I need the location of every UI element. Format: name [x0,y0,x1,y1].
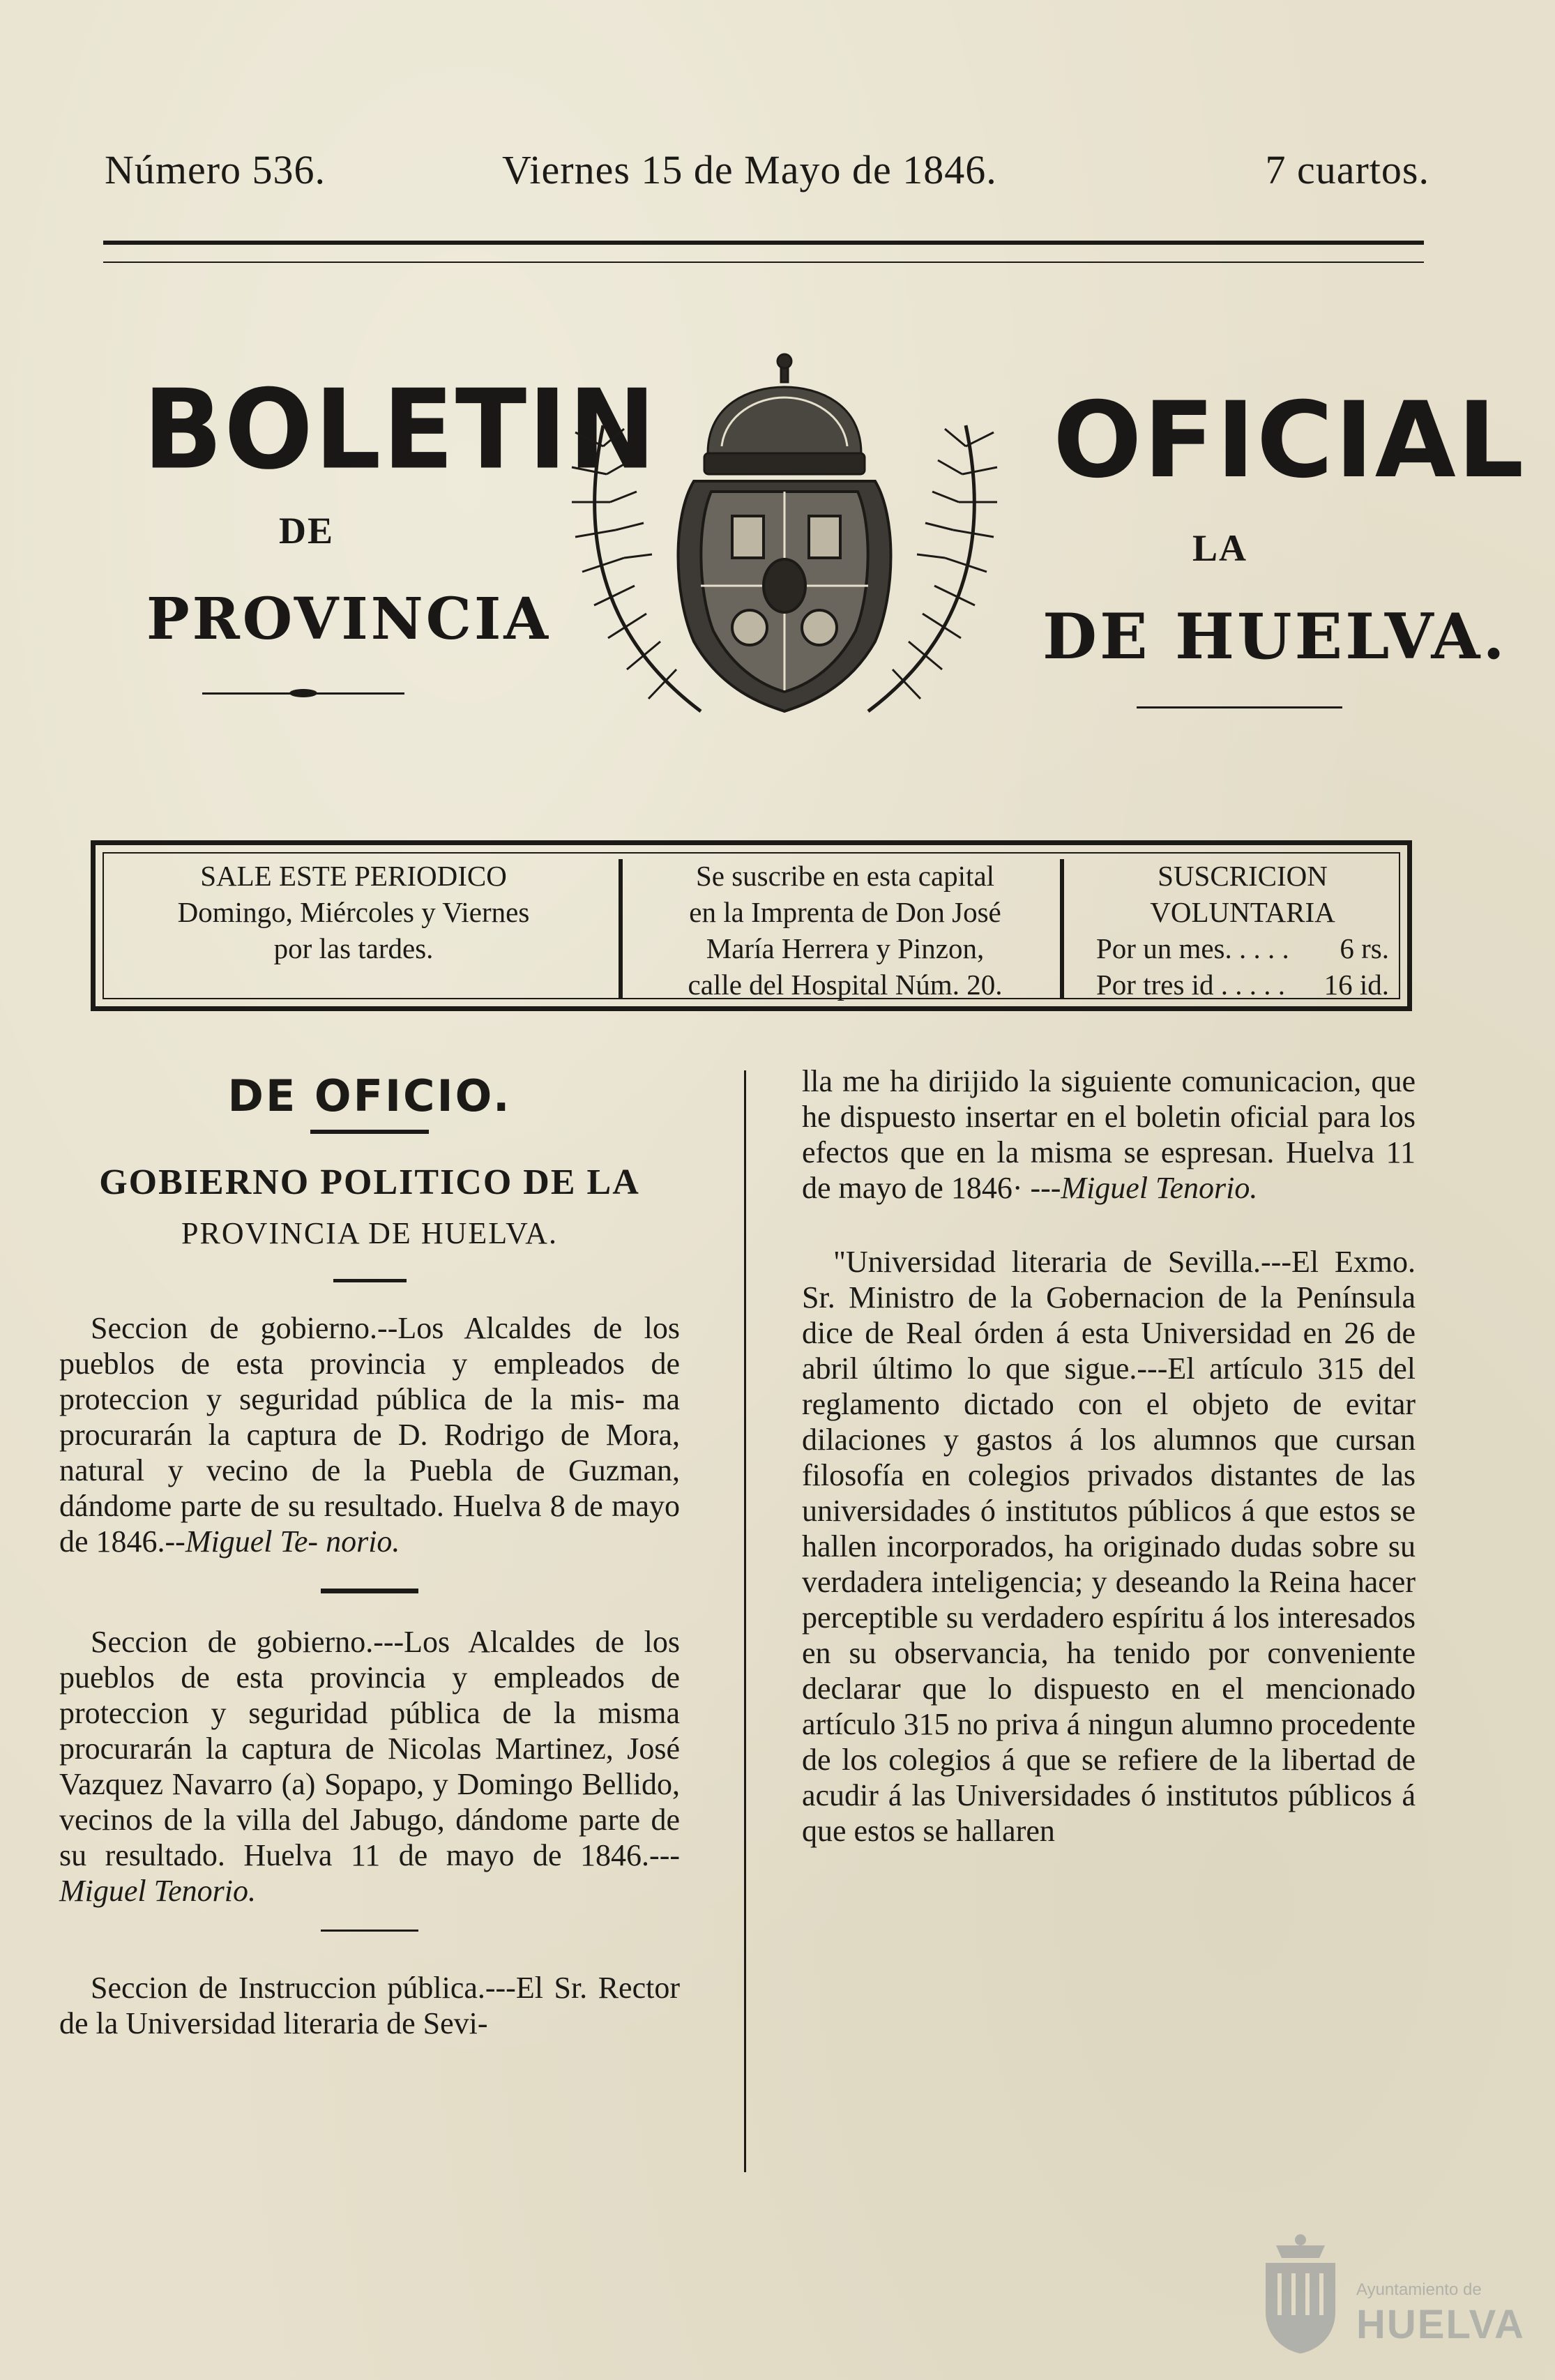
masthead-boletin: BOLETIN [143,366,658,494]
top-rule [103,241,1424,245]
university-letter [802,1244,1416,1849]
right-column [802,1056,1416,1849]
left-column [59,1056,680,2041]
subtitle-rule [333,1279,407,1282]
ornament-right [1137,706,1342,708]
publication-days [103,858,605,967]
subscription-prices-heading: SUSCRICION VOLUNTARIA [1150,860,1335,928]
address-line-3: María Herrera y Pinzon, [706,932,985,964]
ornament-left-dot [289,689,317,697]
price-value-quarter: 16 id. [1323,969,1389,1001]
price-value-month: 6 rs. [1340,932,1389,964]
paragraph-gap [802,1206,1416,1244]
subscription-prices [1079,858,1406,1003]
subscription-divider-2 [1056,859,1068,999]
watermark-line-2: HUELVA [1356,2302,1525,2347]
address-line-1: Se suscribe en esta capital [695,860,995,892]
price-label-quarter: Por tres id . . . . . [1096,969,1286,1001]
masthead-provincia: PROVINCIA [146,586,551,653]
masthead-de: DE [279,510,335,552]
notice-1-line-6: Guzman, dándome parte de su resultado. [59,1453,680,1523]
address-line-4: calle del Hospital Núm. 20. [688,969,1003,1001]
notice-3-text: Seccion de Instruccion pública.---El Sr. Rector de la Universidad literaria de Sevi- [59,1971,680,2040]
masthead-huelva: DE HUELVA. [1042,600,1508,674]
ayuntamiento-watermark [1255,2231,1525,2357]
notice-1-line-1: Seccion de gobierno.--Los Alcaldes de los [91,1311,680,1345]
royal-crest-emblem [533,349,1036,725]
notice-2-text: Seccion de gobierno.---Los Alcaldes de los pueblos de esta provincia y empleados de proteccion y seguridad pública de la misma procurarán la captura de Nicolas Martinez, José Vazquez Navarro (a) Sopapo, y Domingo Bellido, vecinos de la villa del Jabugo, dándome parte de su resultado. Huelva 11 de mayo de 1846.--- [59,1625,680,1872]
communication-intro [802,1063,1416,1206]
university-letter-text: "Universidad literaria de Sevilla.---El Exmo. Sr. Ministro de la Gobernacion de la Península dice de Real órden á esta Universidad en 26 de abril último lo que sigue.---El artículo 315 del reglamento dictado con el objeto de evitar dilaciones y gastos á los alumnos que cursan filosofía en colegios privados distantes de las universidades ó institutos públicos á que estos se hallen incorporados, ha originado dudas sobre su verdadera inteligencia; y deseando la Reina hacer perceptible su verdadero espíritu á los interesados en su observancia, ha tenido por conveniente declarar que lo dispuesto en el mencionado artículo 315 no priva á ningun alumno procedente de los colegios á que se refiere de la libertad de acudir á las Universidades ó institutos públicos á que estos se hallaren [802,1245,1416,1848]
address-line-2: en la Imprenta de Don José [689,896,1001,928]
publication-days-line-2: Domingo, Miércoles y Viernes [177,896,530,928]
watermark-line-1: Ayuntamiento de [1356,2280,1482,2299]
notice-2-signature: Miguel Tenorio. [59,1874,256,1908]
notice-2 [59,1624,680,1909]
section-title: DE OFICIO. [227,1070,512,1121]
subscription-divider-1 [615,859,626,999]
issue-number: Número 536. [105,147,326,192]
communication-intro-text: lla me ha dirijido la siguiente comunicacion, que he dispuesto insertar en el boletin oficial para los efectos que en la misma se espresan. Huelva 11 de mayo de 1846· [802,1064,1416,1205]
issue-date: Viernes 15 de Mayo de 1846. [502,147,997,192]
top-rule-thin [103,262,1424,263]
publication-days-line-3: por las tardes. [273,932,434,964]
column-rule [744,1070,746,2172]
subscription-address [636,858,1054,1003]
notice-3 [59,1970,680,2041]
price-label-month: Por un mes. . . . . [1096,932,1289,964]
masthead-la: LA [1192,527,1248,569]
notice-1-line-5: de Mora, natural y vecino de la Puebla de [59,1418,681,1487]
notice-1-line-3: proteccion y seguridad pública de la mis- [59,1382,625,1416]
notice-1-line-2: pueblos de esta provincia y empleados de [59,1347,680,1381]
dateline [105,146,1429,202]
notice-1 [59,1310,680,1559]
notice-1-line-4: ma procurarán la captura de D. Rodrigo [59,1382,681,1452]
price-row-quarter [1079,967,1406,1003]
notice-1-signature: Miguel Te- norio. [185,1524,400,1559]
issue-price: 7 cuartos. [1265,147,1429,192]
price-row-month [1079,930,1406,967]
subscription-box [91,840,1412,1011]
section-rule [310,1130,429,1134]
masthead-oficial: OFICIAL [1053,380,1526,501]
government-subtitle: PROVINCIA DE HUELVA. [181,1216,558,1250]
government-title: GOBIERNO POLITICO DE LA [99,1162,640,1202]
notice-1-line-7: Huelva 8 de mayo de 1846.-- [59,1489,680,1559]
huelva-shield-icon [1255,2231,1346,2354]
notice-rule-1 [321,1589,418,1593]
publication-days-line-1: SALE ESTE PERIODICO [200,860,507,892]
communication-intro-signature: ---Miguel Tenorio. [1030,1171,1258,1205]
notice-rule-2 [321,1930,418,1932]
